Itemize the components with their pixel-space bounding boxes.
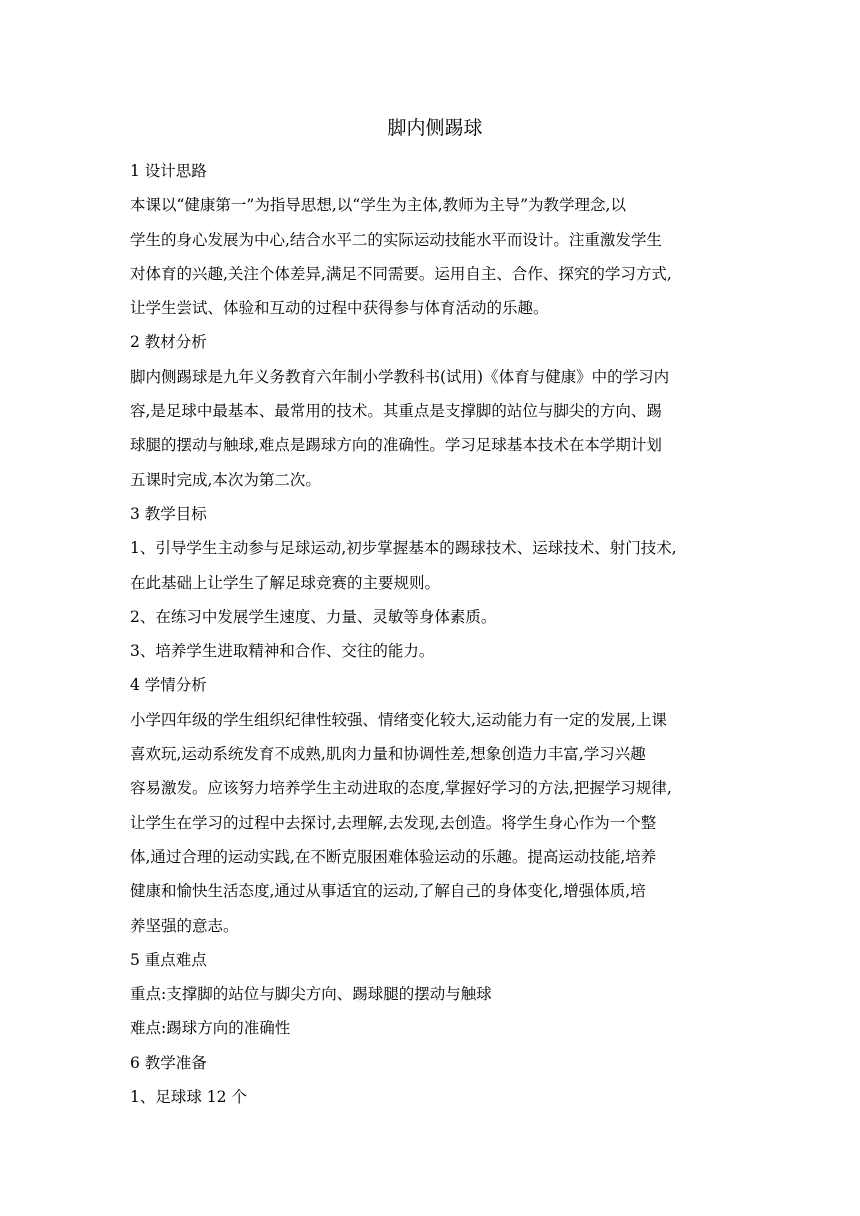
paragraph-line: 容易激发。应该努力培养学生主动进取的态度,掌握好学习的方法,把握学习规律, <box>130 779 672 798</box>
document-page <box>130 112 740 1114</box>
section-heading: 6 教学准备 <box>130 1053 207 1072</box>
section-heading: 4 学情分析 <box>130 676 207 695</box>
section-heading: 3 教学目标 <box>130 504 207 523</box>
section-heading: 5 重点难点 <box>130 950 207 969</box>
paragraph-line: 让学生尝试、体验和互动的过程中获得参与体育活动的乐趣。 <box>130 299 549 318</box>
section-design <box>130 154 740 325</box>
paragraph-line: 容,是足球中最基本、最常用的技术。其重点是支撑脚的站位与脚尖的方向、踢 <box>130 402 662 421</box>
section-objectives <box>130 497 740 668</box>
paragraph-line: 在此基础上让学生了解足球竞赛的主要规则。 <box>130 573 441 592</box>
section-preparation <box>130 1046 740 1115</box>
section-key-points <box>130 943 740 1046</box>
paragraph-line: 体,通过合理的运动实践,在不断克服困难体验运动的乐趣。提高运动技能,培养 <box>130 847 657 866</box>
section-material <box>130 325 740 496</box>
paragraph-line: 五课时完成,本次为第二次。 <box>130 470 321 489</box>
paragraph-line: 本课以“健康第一”为指导思想,以“学生为主体,教师为主导”为教学理念,以 <box>130 196 626 215</box>
paragraph-line: 难点:踢球方向的准确性 <box>130 1019 291 1038</box>
paragraph-line: 1、足球球 12 个 <box>130 1088 247 1107</box>
section-heading: 1 设计思路 <box>130 162 207 180</box>
paragraph-line: 喜欢玩,运动系统发育不成熟,肌肉力量和协调性差,想象创造力丰富,学习兴趣 <box>130 745 646 764</box>
paragraph-line: 球腿的摆动与触球,难点是踢球方向的准确性。学习足球基本技术在本学期计划 <box>130 436 662 455</box>
paragraph-line: 健康和愉快生活态度,通过从事适宜的运动,了解自己的身体变化,增强体质,培 <box>130 882 646 901</box>
paragraph-line: 养坚强的意志。 <box>130 916 239 935</box>
paragraph-line: 对体育的兴趣,关注个体差异,满足不同需要。运用自主、合作、探究的学习方式, <box>130 264 672 283</box>
section-learner-analysis <box>130 668 740 942</box>
paragraph-line: 学生的身心发展为中心,结合水平二的实际运动技能水平而设计。注重激发学生 <box>130 230 662 249</box>
section-heading: 2 教材分析 <box>130 333 207 352</box>
paragraph-line: 脚内侧踢球是九年义务教育六年制小学教科书(试用)《体育与健康》中的学习内 <box>130 367 670 386</box>
paragraph-line: 1、引导学生主动参与足球运动,初步掌握基本的踢球技术、运球技术、射门技术, <box>130 539 677 558</box>
paragraph-line: 重点:支撑脚的站位与脚尖方向、踢球腿的摆动与触球 <box>130 985 492 1004</box>
paragraph-line: 3、培养学生进取精神和合作、交往的能力。 <box>130 642 435 661</box>
paragraph-line: 小学四年级的学生组织纪律性较强、情绪变化较大,运动能力有一定的发展,上课 <box>130 710 667 729</box>
paragraph-line: 2、在练习中发展学生速度、力量、灵敏等身体素质。 <box>130 607 497 626</box>
paragraph-line: 让学生在学习的过程中去探讨,去理解,去发现,去创造。将学生身心作为一个整 <box>130 813 657 832</box>
document-title: 脚内侧踢球 <box>387 117 483 139</box>
